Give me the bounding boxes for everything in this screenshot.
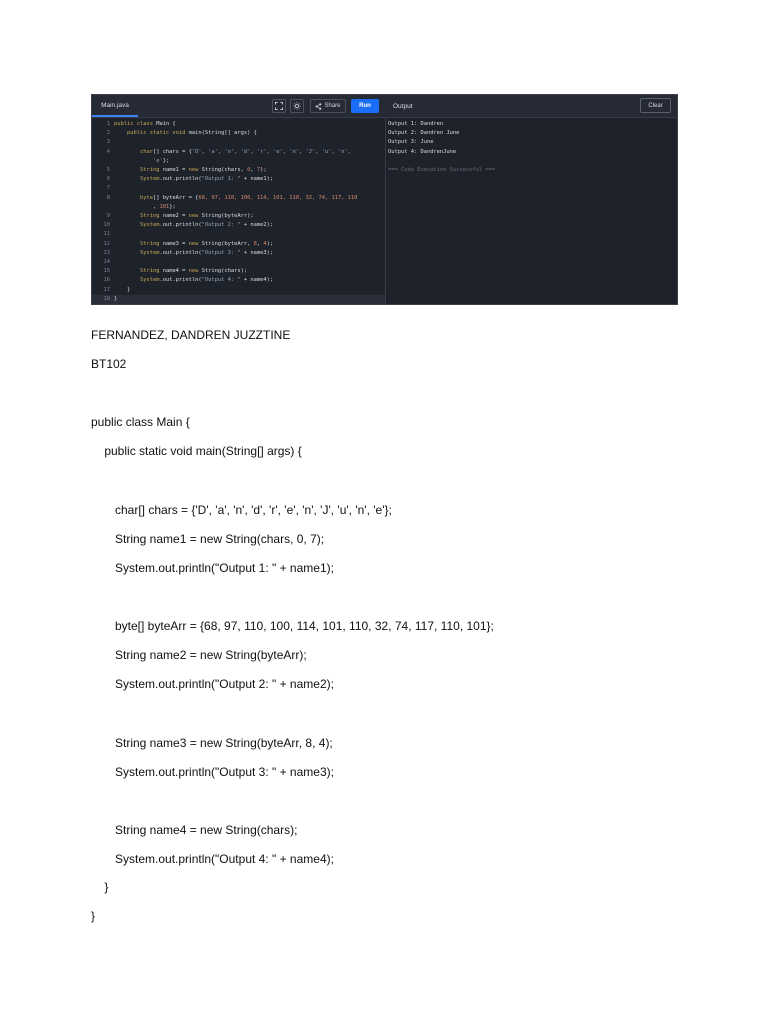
share-icon [315,103,322,110]
line-number: 7 [106,185,110,192]
code-line: System.out.println("Output 2: " + name2); [115,677,334,691]
line-number: 13 [103,249,110,256]
line-number: 9 [106,213,110,219]
line-code: public static void main(String[] args) { [126,130,257,137]
run-button[interactable]: Run [351,99,379,113]
line-code: String name4 = new String(chars); [139,268,248,275]
line-number: 17 [103,286,110,293]
code-line: String name4 = new String(chars); [115,823,298,837]
editor-line[interactable] [92,138,385,147]
ide-toolbar [92,95,677,118]
line-number: 18 [103,295,110,302]
sun-icon [293,102,301,110]
line-number: 15 [103,268,110,275]
line-number: 3 [106,139,110,146]
editor-line[interactable] [92,286,385,295]
author-name: FERNANDEZ, DANDREN JUZZTINE [91,328,291,342]
line-code: System.out.println("Output 3: " + name3); [139,249,274,256]
editor-line[interactable] [92,157,385,166]
execution-status: === Code Execution Successful === [388,167,496,173]
ide-screenshot [91,94,678,305]
code-line: String name3 = new String(byteArr, 8, 4); [115,736,333,750]
line-code: 'e'}; [152,157,170,164]
editor-line[interactable] [92,203,385,212]
line-code: byte[] byteArr = {68, 97, 110, 100, 114, 101, 110, 32, 74, 117, 110 [139,194,358,201]
share-button[interactable] [310,99,346,113]
theme-toggle-button[interactable] [290,99,304,113]
line-code: System.out.println("Output 1: " + name1); [139,176,274,183]
editor-line[interactable] [92,120,385,129]
fullscreen-icon [275,102,283,110]
line-number: 2 [106,130,110,137]
line-code: public class Main { [114,121,176,127]
clear-button[interactable]: Clear [640,98,671,113]
editor-line[interactable] [92,212,385,221]
output-console [388,118,678,305]
output-line: Output 3: June [388,139,434,146]
editor-line[interactable] [92,240,385,249]
editor-line[interactable] [92,258,385,267]
editor-line[interactable] [92,166,385,175]
code-line: } [91,909,96,923]
line-code: , 101}; [152,203,176,210]
line-number: 16 [103,277,110,284]
line-number: 6 [106,176,110,183]
line-code: String name3 = new String(byteArr, 8, 4); [139,240,274,247]
editor-line[interactable] [92,175,385,184]
panel-divider[interactable] [385,118,386,305]
line-code: char[] chars = {'D', 'a', 'n', 'd', 'r', 'e', 'n', 'J', 'u', 'n', [139,148,351,155]
code-line: String name1 = new String(chars, 0, 7); [115,532,325,546]
line-number: 11 [103,231,110,238]
code-line: char[] chars = {'D', 'a', 'n', 'd', 'r', 'e', 'n', 'J', 'u', 'n', 'e'}; [115,503,392,517]
line-number: 14 [103,259,110,265]
editor-line[interactable] [92,184,385,193]
line-code: } [114,295,118,302]
share-label: Share [324,103,341,109]
editor-line[interactable] [92,276,385,285]
editor-line[interactable] [92,230,385,239]
line-number: 10 [103,222,110,229]
editor-line[interactable] [92,267,385,276]
line-code: System.out.println("Output 2: " + name2); [139,222,274,229]
output-panel-title: Output [393,102,413,110]
editor-line[interactable] [92,148,385,157]
code-line: System.out.println("Output 4: " + name4); [115,852,334,866]
line-number: 12 [103,240,110,247]
code-editor[interactable] [92,118,385,305]
line-number: 1 [106,121,110,127]
editor-line[interactable] [92,295,385,304]
editor-line[interactable] [92,194,385,203]
line-code: String name2 = new String(byteArr); [139,213,254,219]
output-line: Output 2: Dandren June [388,130,460,137]
code-line: byte[] byteArr = {68, 97, 110, 100, 114, 101, 110, 32, 74, 117, 110, 101}; [115,619,494,633]
code-line: public class Main { [91,415,190,429]
tab-main-java[interactable]: Main.java [92,95,138,117]
code-line: System.out.println("Output 3: " + name3); [115,765,334,779]
line-code: } [126,286,131,293]
editor-line[interactable] [92,249,385,258]
line-number: 8 [106,194,110,201]
line-number: 4 [106,148,110,155]
code-line: public static void main(String[] args) { [91,444,302,458]
line-code: String name1 = new String(chars, 0, 7); [139,167,267,173]
output-line: Output 1: Dandren [388,121,444,127]
line-number: 5 [106,167,110,173]
fullscreen-button[interactable] [272,99,286,113]
section-code: BT102 [91,357,127,371]
line-code: System.out.println("Output 4: " + name4); [139,277,274,284]
code-line: String name2 = new String(byteArr); [115,648,307,662]
output-line: Output 4: DandrenJune [388,148,457,155]
code-line: } [91,880,109,894]
code-line: System.out.println("Output 1: " + name1); [115,561,334,575]
editor-line[interactable] [92,129,385,138]
editor-line[interactable] [92,221,385,230]
